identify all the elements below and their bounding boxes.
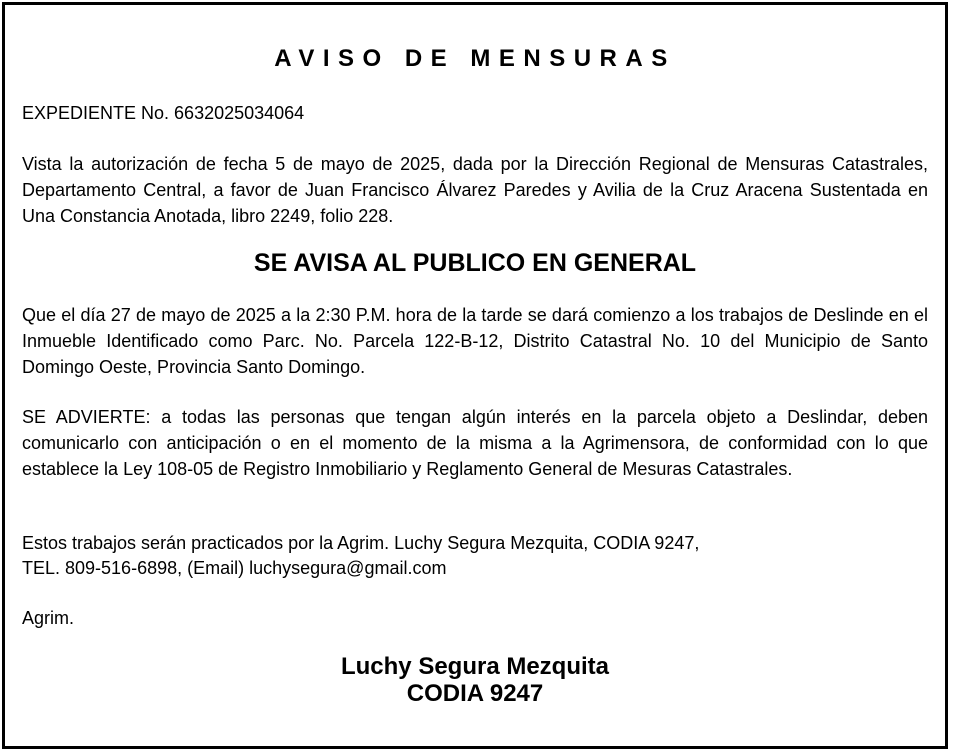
signature-name: Luchy Segura Mezquita <box>340 653 610 680</box>
closing-title: Agrim. <box>22 608 75 628</box>
signature-codia: CODIA 9247 <box>406 680 544 707</box>
contact-line-surveyor: Estos trabajos serán practicados por la Agrim. Luchy Segura Mezquita, CODIA 9247, <box>22 533 700 553</box>
expediente-number: EXPEDIENTE No. 6632025034064 <box>22 103 305 123</box>
notice-frame <box>2 2 948 749</box>
notice-title: AVISO DE MENSURAS <box>274 45 676 72</box>
public-notice-heading: SE AVISA AL PUBLICO EN GENERAL <box>253 249 697 277</box>
contact-line-phone-email: TEL. 809-516-6898, (Email) luchysegura@gmail.com <box>22 558 447 578</box>
warning-paragraph: SE ADVIERTE: a todas las personas que tengan algún interés en la parcela objeto a Deslindar, deben comunicarlo con anticipación o en el momento de la misma a la Agrimensora, de conformidad con lo que establece la Ley 108-05 de Registro Inmobiliario y Reglamento General de Mesuras Catastrales. <box>22 407 928 479</box>
authorization-paragraph: Vista la autorización de fecha 5 de mayo de 2025, dada por la Dirección Regional de Mensuras Catastrales, Departamento Central, a favor de Juan Francisco Álvarez Paredes y Avilia de la Cruz Aracena Sustentada en Una Constancia Anotada, libro 2249, folio 228. <box>22 154 928 226</box>
schedule-paragraph: Que el día 27 de mayo de 2025 a la 2:30 P.M. hora de la tarde se dará comienzo a los trabajos de Deslinde en el Inmueble Identificado como Parc. No. Parcela 122-B-12, Distrito Catastral No. 10 del Municipio de Santo Domingo Oeste, Provincia Santo Domingo. <box>22 305 928 377</box>
